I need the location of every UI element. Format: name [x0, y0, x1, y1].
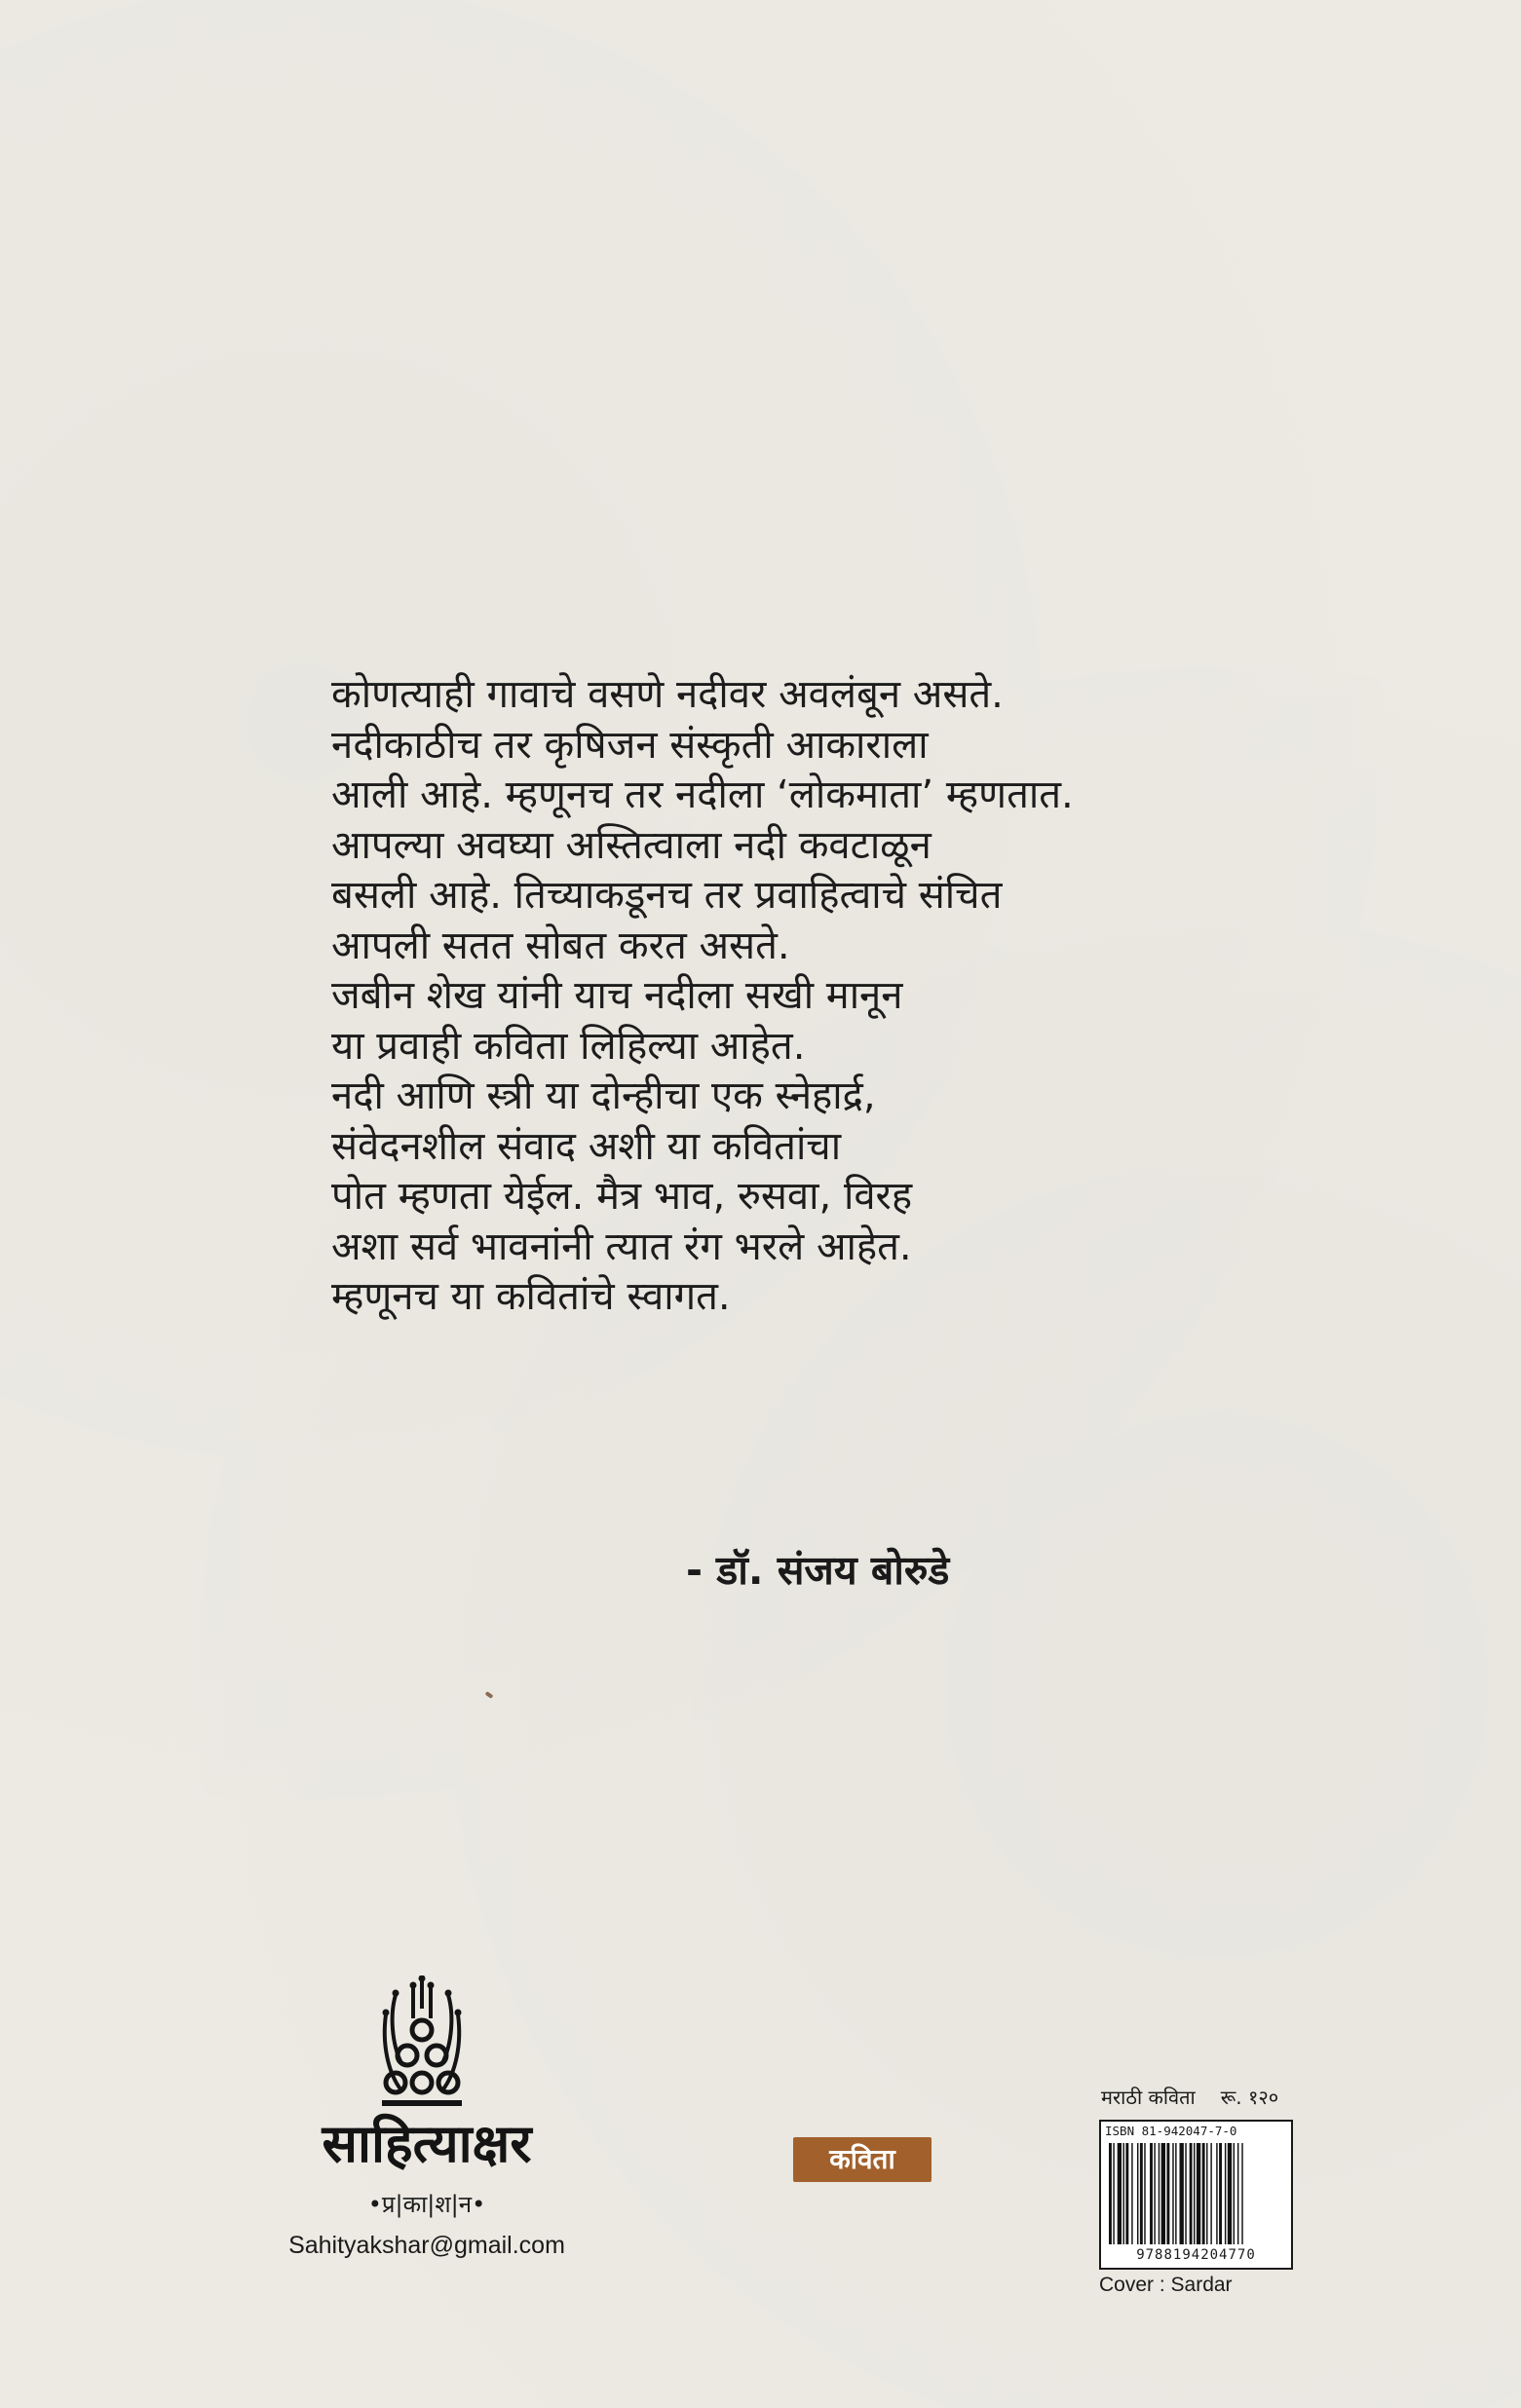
book-price: रू. १२० [1220, 2086, 1279, 2109]
book-category: मराठी कविता [1101, 2086, 1196, 2109]
publisher-email: Sahityakshar@gmail.com [288, 2232, 565, 2259]
blurb-line: बसली आहे. तिच्याकडूनच तर प्रवाहित्वाचे संचित [331, 873, 1003, 918]
publisher-name: साहित्याक्षर [322, 2113, 532, 2174]
blurb-line: अशा सर्व भावनांनी त्यात रंग भरले आहेत. [331, 1223, 912, 1269]
print-speck [485, 1691, 494, 1699]
blurb-line: नदीकाठीच तर कृषिजन संस्कृती आकाराला [331, 722, 929, 768]
blurb-line: आली आहे. म्हणूनच तर नदीला ‘लोकमाता’ म्हणतात. [331, 772, 1074, 817]
blurb-line: नदी आणि स्त्री या दोन्हीचा एक स्नेहार्द्र, [331, 1073, 876, 1118]
price-line [1101, 2084, 1325, 2111]
genre-badge: कविता [793, 2137, 932, 2182]
publisher-block [261, 1975, 592, 2268]
barcode-icon [1107, 2143, 1285, 2244]
publisher-subtitle: •प्र|का|श|न• [367, 2191, 486, 2218]
blurb-text [331, 670, 1208, 1323]
isbn-text: ISBN 81-942047-7-0 [1105, 2124, 1237, 2138]
blurb-line: संवेदनशील संवाद अशी या कवितांचा [331, 1123, 842, 1169]
barcode-number: 9788194204770 [1136, 2247, 1256, 2263]
blurb-signature: - डॉ. संजय बोरुडे [686, 1547, 950, 1594]
blurb-line: जबीन शेख यांनी याच नदीला सखी मानून [331, 973, 903, 1018]
blurb-line: पोत म्हणता येईल. मैत्र भाव, रुसवा, विरह [331, 1174, 913, 1219]
blurb-line: म्हणूनच या कवितांचे स्वागत. [331, 1274, 731, 1319]
blurb-line: या प्रवाही कविता लिहिल्या आहेत. [331, 1023, 806, 1069]
publisher-emblem-icon [376, 1975, 468, 2108]
blurb-line: कोणत्याही गावाचे वसणे नदीवर अवलंबून असते. [331, 672, 1004, 717]
blurb-line: आपल्या अवघ्या अस्तित्वाला नदी कवटाळून [331, 822, 932, 868]
barcode-box [1099, 2120, 1293, 2270]
cover-credit: Cover : Sardar [1099, 2274, 1233, 2296]
blurb-line: आपली सतत सोबत करत असते. [331, 922, 790, 968]
